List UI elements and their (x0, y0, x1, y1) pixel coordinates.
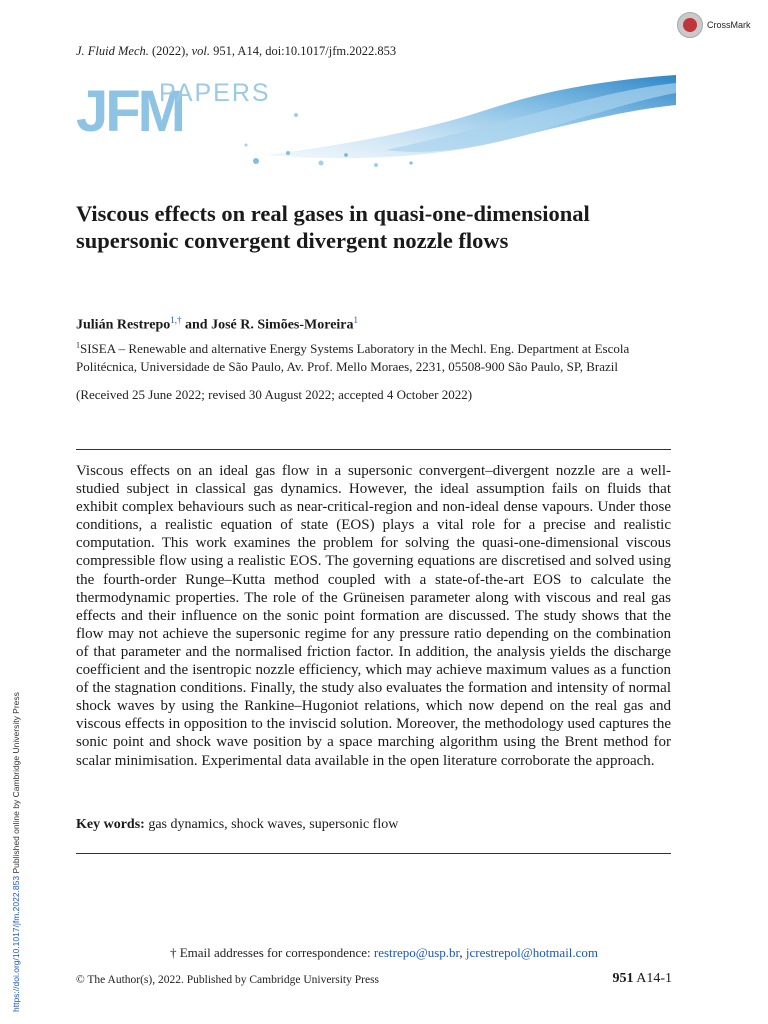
crossmark-link[interactable] (677, 12, 751, 38)
article-title: Viscous effects on real gases in quasi-one-dimensional supersonic convergent divergent nozzle flows (76, 201, 590, 253)
abstract-bottom-rule (76, 853, 671, 854)
sidebar-doi-notice (11, 692, 21, 1012)
volume-label: vol. (191, 44, 210, 58)
sidebar-doi-link[interactable]: https://doi.org/10.1017/jfm.2022.853 (11, 875, 21, 1012)
affiliation (76, 340, 672, 375)
footnote-text: † Email addresses for correspondence: (169, 945, 371, 960)
affiliation-mark: 1 (76, 340, 80, 350)
abstract-text: Viscous effects on an ideal gas flow in a supersonic convergent–divergent nozzle are a well-studied subject in classical gas dynamics. However, the ideal assumption fails on fluids that exhibit complex behaviours such as near-critical-region and non-ideal dense vapours. Under those conditions, a realistic equation of state (EOS) plays a vital role for a precise and realistic computation. This work examines the problem for solving the quasi-one-dimensional viscous compressible flow using a realistic EOS. The governing equations are discretised and solved using the fourth-order Runge–Kutta method coupled with a state-of-the-art EOS to calculate the thermodynamic properties. The role of the Grüneisen parameter along with viscous and real gas effects and their influence on the sonic point formation are discussed. The study shows that the flow may not achieve the supersonic regime for any pressure ratio depending on the combination of that parameter and the normalised friction factor. In addition, the analysis yields the discharge coefficient and the isentropic nozzle efficiency, which may achieve maximum values as a function of the stagnation conditions. Finally, the study also evaluates the formation and intensity of normal shock waves by using the Rankine–Hugoniot relations, which now depend on the real gas and viscous effects in opposition to the inviscid solution. Moreover, the methodology used captures the sonic point and shock wave position by a space marching algorithm using the Brent method for scalar minimisation. Experimental data available in the open literature corroborate the approach. (76, 463, 671, 769)
crossmark-icon (677, 12, 703, 38)
journal-banner (76, 75, 676, 170)
article-page: A14-1 (636, 971, 672, 986)
journal-citation (76, 44, 396, 59)
author-list (76, 315, 358, 334)
crossmark-label: CrossMark (707, 20, 751, 30)
sidebar-published-text: Published online by Cambridge University Press (11, 692, 21, 874)
volume-number: 951 (612, 971, 634, 986)
author-name: Julián Restrepo (76, 317, 171, 333)
water-splash-icon (226, 75, 676, 170)
email-separator: , (459, 945, 463, 960)
jfm-logo: JFM (76, 79, 183, 144)
submission-dates: (Received 25 June 2022; revised 30 August 2022; accepted 4 October 2022) (76, 387, 473, 402)
author-name: José R. Simões-Moreira (211, 317, 354, 333)
correspondence-footnote (0, 945, 768, 961)
abstract-top-rule (76, 449, 671, 450)
author-affiliation-mark[interactable]: 1 (353, 315, 359, 325)
journal-details: 951, A14, doi:10.1017/jfm.2022.853 (213, 44, 397, 58)
copyright-notice: © The Author(s), 2022. Published by Cambridge University Press (76, 974, 380, 986)
page-number (612, 971, 672, 987)
keywords (76, 817, 398, 833)
email-link[interactable]: jcrestrepol@hotmail.com (465, 945, 599, 960)
keywords-list: gas dynamics, shock waves, supersonic flow (148, 817, 399, 832)
affiliation-text: SISEA – Renewable and alternative Energy Systems Laboratory in the Mechl. Eng. Department at Escola Politécnica, Universidade de São Paulo, Av. Prof. Mello Moraes, 2231, 05508-900 São Paulo, SP, Brazil (76, 341, 630, 374)
keywords-label: Key words: (76, 817, 145, 832)
papers-label: PAPERS (159, 79, 271, 107)
journal-name: J. Fluid Mech. (76, 44, 149, 58)
author-affiliation-mark[interactable]: 1,† (170, 315, 182, 325)
journal-year: (2022), (152, 44, 189, 58)
email-link[interactable]: restrepo@usp.br (373, 945, 460, 960)
author-conjunction: and (185, 317, 208, 333)
